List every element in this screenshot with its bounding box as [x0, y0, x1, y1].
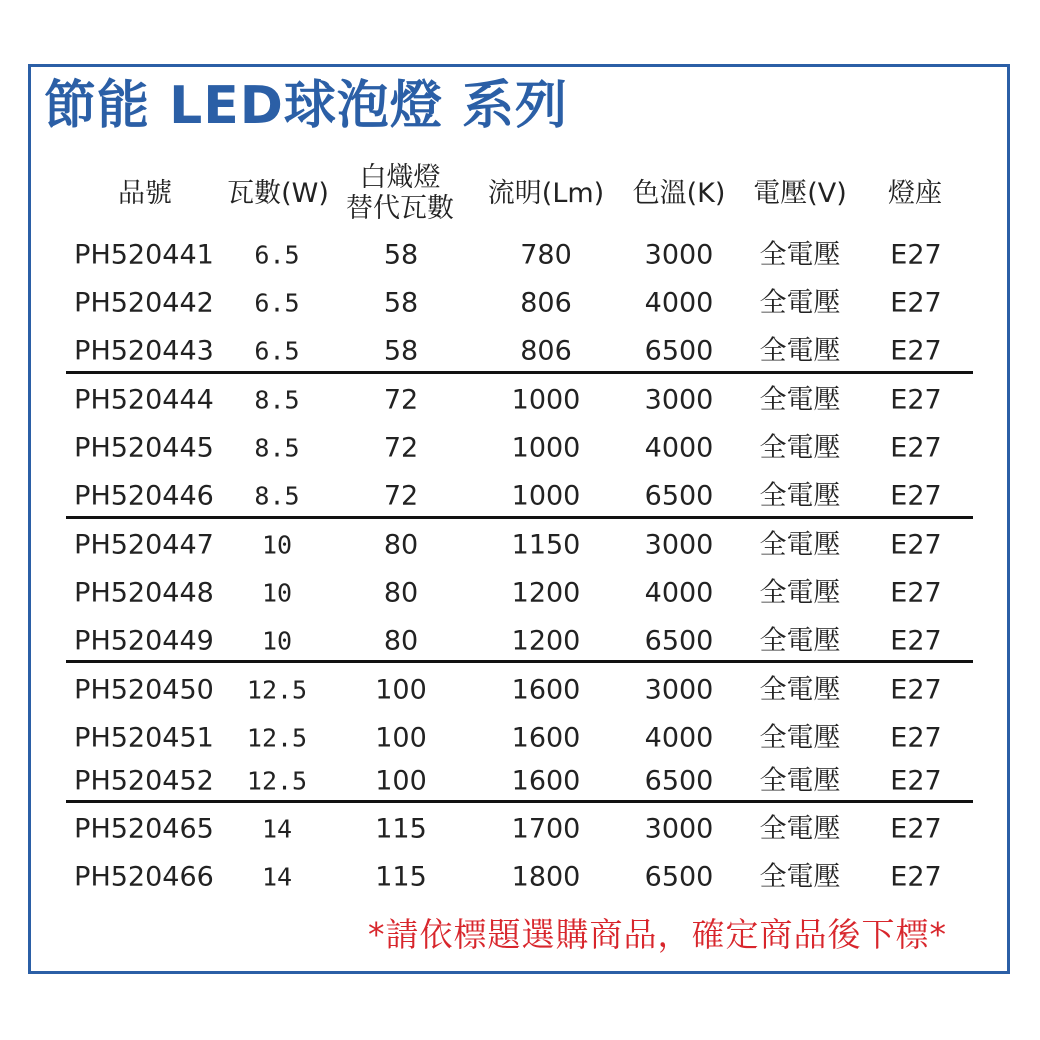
cell-lumen: 1200 — [511, 577, 581, 609]
cell-kelvin: 3000 — [644, 813, 714, 845]
cell-model: PH520452 — [74, 765, 214, 797]
group-divider — [66, 800, 973, 803]
header-base: 燈座 — [888, 178, 942, 209]
cell-replace: 80 — [383, 577, 419, 609]
cell-model: PH520441 — [74, 239, 214, 271]
cell-lumen: 1600 — [511, 765, 581, 797]
cell-kelvin: 4000 — [644, 432, 714, 464]
header-lumen: 流明(Lm) — [487, 178, 605, 209]
cell-replace: 72 — [383, 432, 419, 464]
cell-base: E27 — [890, 432, 942, 464]
cell-kelvin: 6500 — [644, 335, 714, 367]
cell-kelvin: 3000 — [644, 239, 714, 271]
cell-kelvin: 3000 — [644, 384, 714, 416]
cell-voltage: 全電壓 — [759, 861, 841, 893]
cell-lumen: 1000 — [511, 480, 581, 512]
page-title: 節能 LED球泡燈 系列 — [44, 76, 569, 136]
cell-kelvin: 6500 — [644, 861, 714, 893]
cell-lumen: 1150 — [511, 529, 581, 561]
cell-replace: 115 — [375, 861, 427, 893]
cell-lumen: 780 — [520, 239, 572, 271]
cell-model: PH520447 — [74, 529, 214, 561]
cell-base: E27 — [890, 722, 942, 754]
cell-watt: 8.5 — [254, 433, 300, 463]
cell-model: PH520465 — [74, 813, 214, 845]
cell-voltage: 全電壓 — [759, 625, 841, 657]
cell-watt: 12.5 — [246, 723, 308, 753]
cell-base: E27 — [890, 384, 942, 416]
cell-base: E27 — [890, 625, 942, 657]
header-replace-line2: 替代瓦數 — [346, 193, 454, 225]
cell-model: PH520448 — [74, 577, 214, 609]
cell-model: PH520449 — [74, 625, 214, 657]
cell-watt: 8.5 — [254, 385, 300, 415]
group-divider — [66, 660, 973, 663]
cell-kelvin: 3000 — [644, 674, 714, 706]
cell-base: E27 — [890, 529, 942, 561]
cell-voltage: 全電壓 — [759, 529, 841, 561]
cell-kelvin: 4000 — [644, 577, 714, 609]
cell-lumen: 1600 — [511, 722, 581, 754]
group-divider — [66, 371, 973, 374]
cell-base: E27 — [890, 861, 942, 893]
cell-model: PH520444 — [74, 384, 214, 416]
cell-watt: 8.5 — [254, 481, 300, 511]
cell-lumen: 1000 — [511, 432, 581, 464]
purchase-note: *請依標題選購商品，確定商品後下標* — [368, 915, 947, 954]
cell-model: PH520442 — [74, 287, 214, 319]
cell-model: PH520450 — [74, 674, 214, 706]
cell-model: PH520446 — [74, 480, 214, 512]
header-model: 品號 — [118, 178, 172, 209]
cell-model: PH520445 — [74, 432, 214, 464]
cell-watt: 6.5 — [254, 288, 300, 318]
header-voltage: 電壓(V) — [753, 178, 847, 209]
cell-watt: 14 — [261, 862, 293, 892]
cell-replace: 80 — [383, 625, 419, 657]
cell-model: PH520466 — [74, 861, 214, 893]
cell-voltage: 全電壓 — [759, 239, 841, 271]
cell-voltage: 全電壓 — [759, 765, 841, 797]
cell-replace: 72 — [383, 480, 419, 512]
cell-voltage: 全電壓 — [759, 432, 841, 464]
cell-model: PH520451 — [74, 722, 214, 754]
cell-voltage: 全電壓 — [759, 577, 841, 609]
cell-watt: 12.5 — [246, 675, 308, 705]
cell-replace: 100 — [375, 765, 427, 797]
header-replace — [340, 162, 460, 224]
cell-voltage: 全電壓 — [759, 287, 841, 319]
cell-base: E27 — [890, 765, 942, 797]
header-replace-line1: 白熾燈 — [359, 162, 441, 193]
cell-lumen: 1600 — [511, 674, 581, 706]
cell-replace: 100 — [375, 722, 427, 754]
cell-replace: 58 — [383, 335, 419, 367]
cell-base: E27 — [890, 813, 942, 845]
cell-voltage: 全電壓 — [759, 480, 841, 512]
cell-watt: 10 — [261, 626, 293, 656]
cell-lumen: 1700 — [511, 813, 581, 845]
cell-kelvin: 3000 — [644, 529, 714, 561]
cell-voltage: 全電壓 — [759, 813, 841, 845]
cell-lumen: 806 — [520, 335, 572, 367]
cell-voltage: 全電壓 — [759, 674, 841, 706]
cell-watt: 6.5 — [254, 336, 300, 366]
cell-replace: 58 — [383, 287, 419, 319]
cell-base: E27 — [890, 239, 942, 271]
cell-base: E27 — [890, 674, 942, 706]
cell-watt: 14 — [261, 814, 293, 844]
cell-replace: 80 — [383, 529, 419, 561]
cell-lumen: 1800 — [511, 861, 581, 893]
cell-kelvin: 6500 — [644, 480, 714, 512]
cell-watt: 10 — [261, 578, 293, 608]
cell-replace: 100 — [375, 674, 427, 706]
cell-watt: 6.5 — [254, 240, 300, 270]
cell-lumen: 1000 — [511, 384, 581, 416]
cell-base: E27 — [890, 287, 942, 319]
cell-model: PH520443 — [74, 335, 214, 367]
cell-kelvin: 6500 — [644, 765, 714, 797]
cell-lumen: 1200 — [511, 625, 581, 657]
cell-voltage: 全電壓 — [759, 384, 841, 416]
cell-kelvin: 4000 — [644, 287, 714, 319]
header-watt: 瓦數(W) — [227, 178, 329, 209]
cell-replace: 115 — [375, 813, 427, 845]
cell-voltage: 全電壓 — [759, 335, 841, 367]
cell-base: E27 — [890, 335, 942, 367]
cell-watt: 12.5 — [246, 766, 308, 796]
cell-base: E27 — [890, 480, 942, 512]
group-divider — [66, 516, 973, 519]
header-kelvin: 色溫(K) — [632, 178, 726, 209]
cell-kelvin: 6500 — [644, 625, 714, 657]
cell-watt: 10 — [261, 530, 293, 560]
cell-lumen: 806 — [520, 287, 572, 319]
cell-base: E27 — [890, 577, 942, 609]
cell-replace: 72 — [383, 384, 419, 416]
cell-replace: 58 — [383, 239, 419, 271]
cell-kelvin: 4000 — [644, 722, 714, 754]
cell-voltage: 全電壓 — [759, 722, 841, 754]
